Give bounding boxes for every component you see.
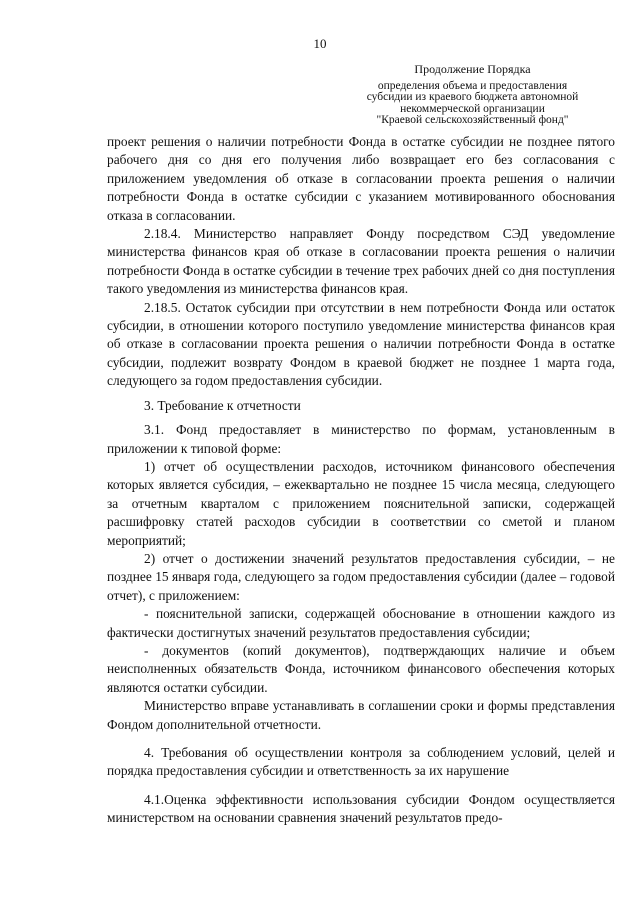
paragraph-2-18-4: 2.18.4. Министерство направляет Фонду посредством СЭД уведомление министерства финансов края об отказе в согласовании проекта решения о наличии потребности Фонда в остатке субсидии в течение трех рабочих дней со дня поступления такого уведомления из министерства финансов края. [107, 226, 615, 297]
paragraph-ministry-right: Министерство вправе устанавливать в соглашении сроки и формы представления Фондом дополнительной отчетности. [107, 698, 615, 732]
list-item-dash-1: - пояснительной записки, содержащей обоснование в отношении каждого из фактически достигнутых значений результатов предоставления субсидии; [107, 606, 615, 640]
paragraph-2-18-5: 2.18.5. Остаток субсидии при отсутствии в нем потребности Фонда или остаток субсидии, в отношении которого поступило уведомление министерства финансов края об отказе в согласовании проекта решения о наличии потребности Фонда в остатке субсидии, подлежит возврату Фондом в краевой бюджет не позднее 1 марта года, следующего за годом предоставления субсидии. [107, 299, 615, 389]
paragraph-3-1: 3.1. Фонд предоставляет в министерство по формам, установленным в приложении к типовой форме: [107, 422, 615, 456]
header-line: определения объема и предоставления [377, 79, 568, 92]
list-item-1: 1) отчет об осуществлении расходов, источником финансового обеспечения которых является субсидия, – ежеквартально не позднее 15 числа месяца, следующего за отчетным кварталом с приложением пояснительной записки, содержащей расшифровку статей расходов субсидии в соответствии со сметой и планом мероприятий; [107, 458, 615, 548]
header-title: Продолжение Порядка [414, 62, 531, 76]
page-number: 10 [313, 36, 327, 51]
list-item-2: 2) отчет о достижении значений результатов предоставления субсидии, – не позднее 15 января года, следующего за годом предоставления субсидии (далее – годовой отчет), с приложением: [107, 550, 615, 603]
section-heading-4: 4. Требования об осуществлении контроля за соблюдением условий, целей и порядка предоставления субсидии и ответственность за их нарушение [107, 745, 615, 779]
paragraph-4-1: 4.1.Оценка эффективности использования субсидии Фондом осуществляется министерством на основании сравнения значений результатов предо- [107, 791, 615, 826]
list-item-dash-2: - документов (копий документов), подтверждающих наличие и объем неисполненных обязательств Фонда, источником финансового обеспечения которых являются остатки субсидии. [107, 642, 615, 695]
paragraph-continuation: проект решения о наличии потребности Фонда в остатке субсидии не позднее пятого рабочего дня со дня его получения либо возвращает его без согласования с приложением уведомления об отказе в согласовании проекта решения о наличии потребности Фонда в остатке субсидии с указанием мотивированного обоснования отказа в согласовании. [107, 134, 615, 223]
document-body [107, 133, 615, 828]
continuation-header [340, 64, 605, 127]
header-line: некоммерческой организации [400, 102, 545, 115]
header-line: субсидии из краевого бюджета автономной [366, 91, 579, 103]
header-line: "Краевой сельскохозяйственный фонд" [376, 114, 569, 126]
section-heading-3: 3. Требование к отчетности [144, 397, 301, 413]
